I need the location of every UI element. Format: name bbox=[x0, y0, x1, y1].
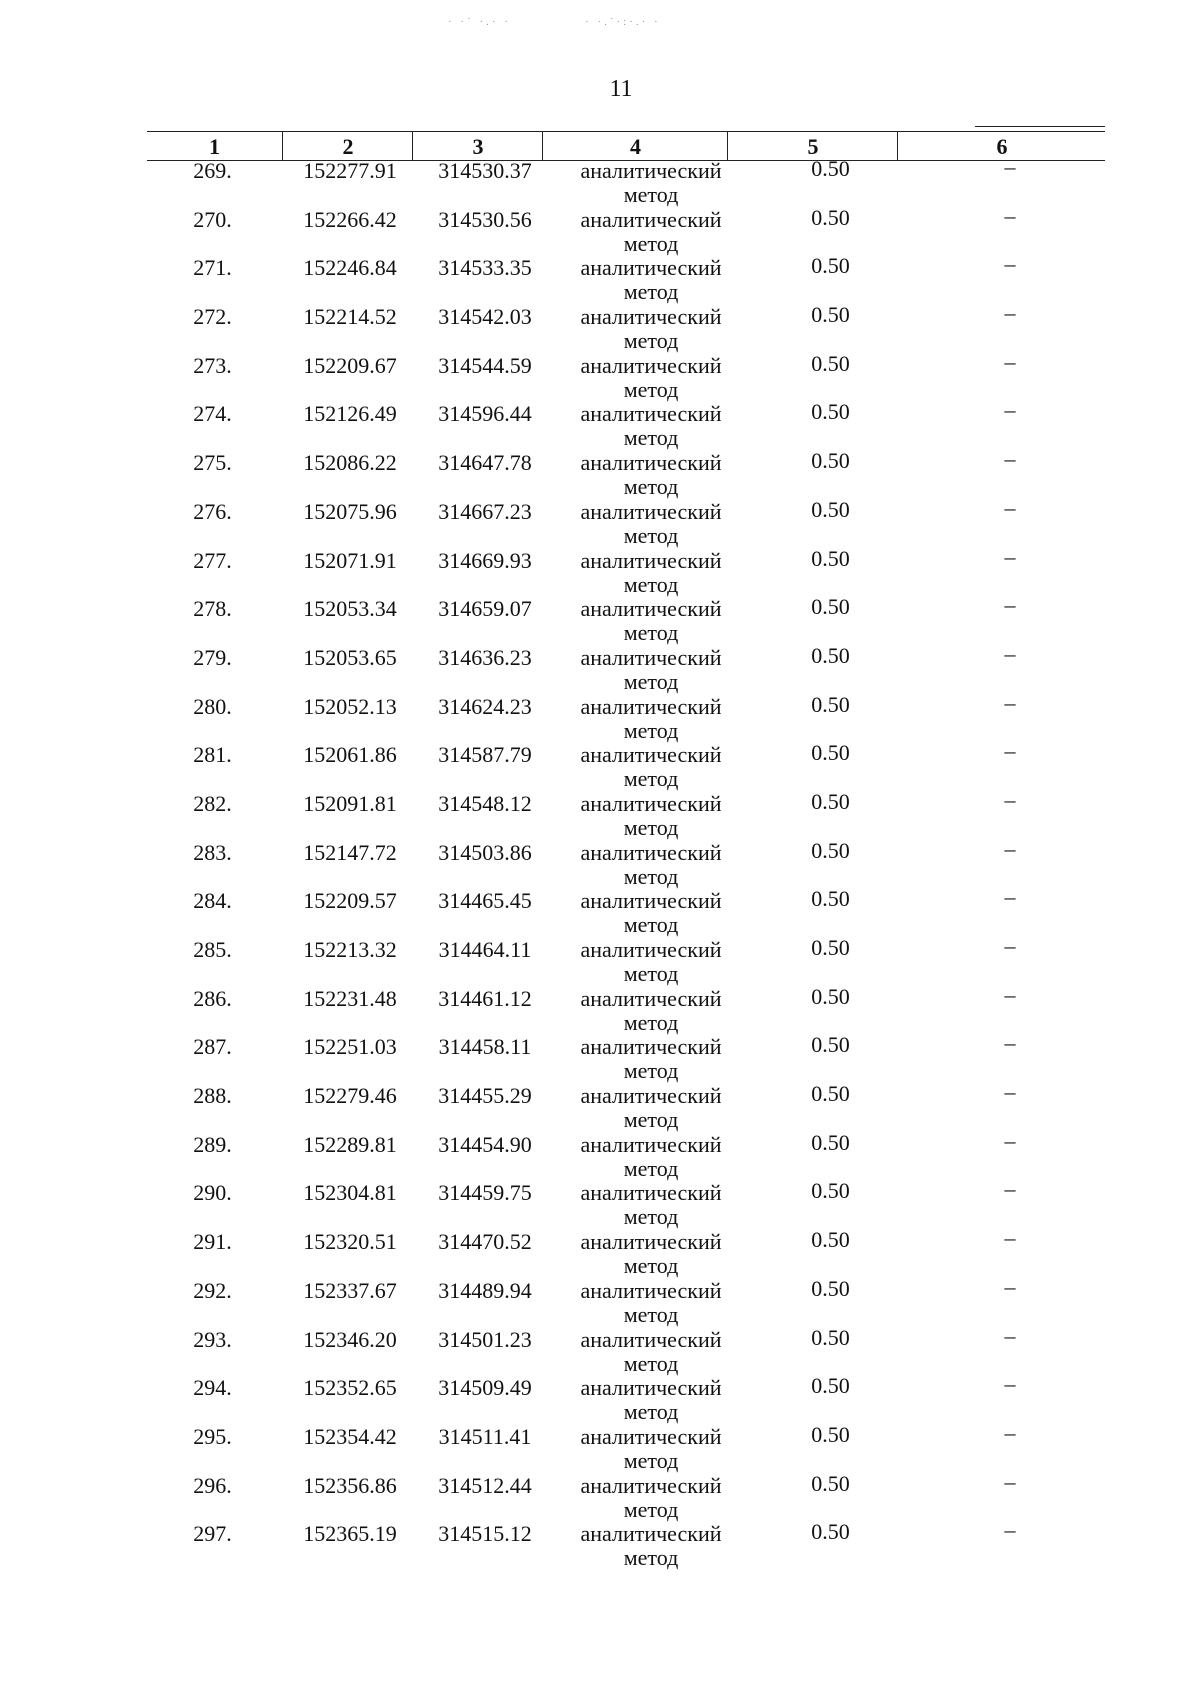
point-number: 281. bbox=[193, 742, 232, 768]
point-number: 272. bbox=[193, 304, 232, 330]
method-line: аналитический bbox=[580, 1375, 722, 1401]
coord-y: 314501.23 bbox=[438, 1326, 532, 1352]
method-cell bbox=[560, 646, 742, 694]
accuracy-value: 0.50 bbox=[811, 1032, 850, 1058]
method-line: метод bbox=[623, 1399, 679, 1425]
method-line: аналитический bbox=[580, 693, 722, 719]
point-number: 283. bbox=[193, 839, 232, 865]
note-dash: – bbox=[1004, 1176, 1016, 1202]
method-cell bbox=[560, 305, 742, 353]
header-col-2: 2 bbox=[282, 132, 413, 160]
point-number: 277. bbox=[193, 547, 232, 573]
method-line: аналитический bbox=[580, 1131, 722, 1157]
accuracy-value: 0.50 bbox=[811, 545, 850, 571]
method-line: метод bbox=[623, 668, 679, 694]
note-dash: – bbox=[1004, 1079, 1016, 1105]
method-line: аналитический bbox=[580, 839, 722, 865]
method-cell bbox=[560, 743, 742, 791]
coord-x: 152147.72 bbox=[303, 839, 397, 865]
coord-y: 314511.41 bbox=[438, 1423, 532, 1449]
coord-y: 314455.29 bbox=[438, 1083, 532, 1109]
method-line: метод bbox=[623, 474, 679, 500]
method-cell bbox=[560, 1522, 742, 1570]
point-number: 270. bbox=[193, 206, 232, 232]
accuracy-value: 0.50 bbox=[811, 691, 850, 717]
method-line: метод bbox=[623, 1107, 679, 1133]
method-line: аналитический bbox=[580, 1034, 722, 1060]
method-line: аналитический bbox=[580, 450, 722, 476]
method-line: метод bbox=[623, 1009, 679, 1035]
method-line: аналитический bbox=[580, 304, 722, 330]
method-line: метод bbox=[623, 620, 679, 646]
method-line: метод bbox=[623, 1496, 679, 1522]
header-col-5: 5 bbox=[727, 132, 898, 160]
note-dash: – bbox=[1004, 1225, 1016, 1251]
method-cell bbox=[560, 1181, 742, 1229]
method-cell bbox=[560, 1425, 742, 1473]
header-col-6: 6 bbox=[897, 132, 1106, 160]
point-number: 285. bbox=[193, 937, 232, 962]
coord-x: 152346.20 bbox=[303, 1326, 397, 1352]
point-number: 286. bbox=[193, 985, 232, 1011]
method-line: метод bbox=[623, 522, 679, 548]
table-row bbox=[0, 592, 1200, 646]
accuracy-value: 0.50 bbox=[811, 837, 850, 863]
table-row bbox=[0, 786, 1200, 840]
method-line: метод bbox=[623, 1350, 679, 1376]
table-row bbox=[0, 1127, 1200, 1181]
coord-y: 314548.12 bbox=[438, 790, 532, 816]
note-dash: – bbox=[1004, 640, 1016, 666]
table-row bbox=[0, 1225, 1200, 1279]
point-number: 296. bbox=[193, 1472, 232, 1498]
method-line: метод bbox=[623, 863, 679, 889]
accuracy-value: 0.50 bbox=[811, 1421, 850, 1447]
coord-x: 152053.34 bbox=[303, 596, 397, 622]
method-cell bbox=[560, 695, 742, 743]
point-number: 279. bbox=[193, 644, 232, 670]
coord-y: 314636.23 bbox=[438, 644, 532, 670]
coord-x: 152209.67 bbox=[303, 352, 397, 378]
note-dash: – bbox=[1004, 689, 1016, 715]
method-line: аналитический bbox=[580, 352, 722, 378]
note-dash: – bbox=[1004, 397, 1016, 423]
point-number: 293. bbox=[193, 1326, 232, 1352]
table-row bbox=[0, 689, 1200, 743]
note-dash: – bbox=[1004, 981, 1016, 1007]
point-number: 269. bbox=[193, 158, 232, 183]
point-number: 292. bbox=[193, 1277, 232, 1303]
method-line: аналитический bbox=[580, 547, 722, 573]
method-cell bbox=[560, 1279, 742, 1327]
note-dash: – bbox=[1004, 1371, 1016, 1397]
accuracy-value: 0.50 bbox=[811, 740, 850, 766]
note-dash: – bbox=[1004, 592, 1016, 618]
coord-x: 152279.46 bbox=[303, 1083, 397, 1109]
scan-artifact: · ·.˙·:·.· · bbox=[585, 16, 661, 28]
note-dash: – bbox=[1004, 1419, 1016, 1445]
coord-x: 152061.86 bbox=[303, 742, 397, 768]
coord-y: 314489.94 bbox=[438, 1277, 532, 1303]
point-number: 284. bbox=[193, 888, 232, 914]
table-row bbox=[0, 397, 1200, 451]
coord-x: 152091.81 bbox=[303, 790, 397, 816]
method-line: метод bbox=[623, 279, 679, 305]
method-cell bbox=[560, 208, 742, 256]
coord-x: 152246.84 bbox=[303, 255, 397, 281]
method-line: аналитический bbox=[580, 1423, 722, 1449]
coord-x: 152075.96 bbox=[303, 498, 397, 524]
coord-y: 314667.23 bbox=[438, 498, 532, 524]
method-line: метод bbox=[623, 814, 679, 840]
note-dash: – bbox=[1004, 1517, 1016, 1543]
accuracy-value: 0.50 bbox=[811, 1373, 850, 1399]
table-row bbox=[0, 1322, 1200, 1376]
method-line: аналитический bbox=[580, 1472, 722, 1498]
note-dash: – bbox=[1004, 202, 1016, 228]
method-line: аналитический bbox=[580, 255, 722, 281]
point-number: 274. bbox=[193, 401, 232, 427]
coord-y: 314624.23 bbox=[438, 693, 532, 719]
method-line: аналитический bbox=[580, 1229, 722, 1255]
point-number: 291. bbox=[193, 1229, 232, 1255]
method-line: метод bbox=[623, 1545, 679, 1571]
table-row bbox=[0, 738, 1200, 792]
accuracy-value: 0.50 bbox=[811, 1275, 850, 1301]
coord-y: 314530.56 bbox=[438, 206, 532, 232]
header-col-3: 3 bbox=[412, 132, 543, 160]
note-dash: – bbox=[1004, 1468, 1016, 1494]
coord-y: 314470.52 bbox=[438, 1229, 532, 1255]
method-line: аналитический bbox=[580, 158, 722, 183]
point-number: 273. bbox=[193, 352, 232, 378]
table-body bbox=[0, 154, 1200, 1571]
coord-x: 152289.81 bbox=[303, 1131, 397, 1157]
point-number: 288. bbox=[193, 1083, 232, 1109]
coord-x: 152352.65 bbox=[303, 1375, 397, 1401]
point-number: 280. bbox=[193, 693, 232, 719]
note-dash: – bbox=[1004, 543, 1016, 569]
coord-y: 314503.86 bbox=[438, 839, 532, 865]
coord-x: 152354.42 bbox=[303, 1423, 397, 1449]
coord-y: 314464.11 bbox=[438, 937, 532, 962]
point-number: 297. bbox=[193, 1521, 232, 1547]
point-number: 282. bbox=[193, 790, 232, 816]
accuracy-value: 0.50 bbox=[811, 983, 850, 1009]
method-cell bbox=[560, 841, 742, 889]
coord-y: 314515.12 bbox=[438, 1521, 532, 1547]
method-line: метод bbox=[623, 1204, 679, 1230]
point-number: 295. bbox=[193, 1423, 232, 1449]
note-dash: – bbox=[1004, 494, 1016, 520]
table-row bbox=[0, 300, 1200, 354]
coord-y: 314647.78 bbox=[438, 450, 532, 476]
method-cell bbox=[560, 597, 742, 645]
method-line: аналитический bbox=[580, 498, 722, 524]
table-row bbox=[0, 1273, 1200, 1327]
accuracy-value: 0.50 bbox=[811, 496, 850, 522]
accuracy-value: 0.50 bbox=[811, 448, 850, 474]
accuracy-value: 0.50 bbox=[811, 1129, 850, 1155]
method-line: метод bbox=[623, 571, 679, 597]
table-row bbox=[0, 884, 1200, 938]
note-dash: – bbox=[1004, 1322, 1016, 1348]
coord-y: 314542.03 bbox=[438, 304, 532, 330]
coord-y: 314530.37 bbox=[438, 158, 532, 183]
table-row bbox=[0, 1176, 1200, 1230]
coord-x: 152213.32 bbox=[303, 937, 397, 962]
method-cell bbox=[560, 159, 742, 207]
note-dash: – bbox=[1004, 154, 1016, 179]
method-line: аналитический bbox=[580, 937, 722, 962]
method-line: аналитический bbox=[580, 888, 722, 914]
table-row bbox=[0, 835, 1200, 889]
method-cell bbox=[560, 1376, 742, 1424]
table-row bbox=[0, 1419, 1200, 1473]
table-row bbox=[0, 543, 1200, 597]
method-line: метод bbox=[623, 1253, 679, 1279]
point-number: 290. bbox=[193, 1180, 232, 1206]
coord-x: 152320.51 bbox=[303, 1229, 397, 1255]
point-number: 294. bbox=[193, 1375, 232, 1401]
coord-x: 152071.91 bbox=[303, 547, 397, 573]
method-line: метод bbox=[623, 1301, 679, 1327]
point-number: 278. bbox=[193, 596, 232, 622]
method-line: аналитический bbox=[580, 1521, 722, 1547]
coord-x: 152231.48 bbox=[303, 985, 397, 1011]
table-row bbox=[0, 251, 1200, 305]
accuracy-value: 0.50 bbox=[811, 1081, 850, 1107]
method-cell bbox=[560, 1328, 742, 1376]
accuracy-value: 0.50 bbox=[811, 156, 850, 181]
accuracy-value: 0.50 bbox=[811, 788, 850, 814]
point-number: 271. bbox=[193, 255, 232, 281]
table-row bbox=[0, 981, 1200, 1035]
accuracy-value: 0.50 bbox=[811, 642, 850, 668]
method-line: метод bbox=[623, 1058, 679, 1084]
coord-y: 314512.44 bbox=[438, 1472, 532, 1498]
method-line: аналитический bbox=[580, 401, 722, 427]
method-cell bbox=[560, 792, 742, 840]
accuracy-value: 0.50 bbox=[811, 302, 850, 328]
method-line: метод bbox=[623, 961, 679, 986]
coord-x: 152266.42 bbox=[303, 206, 397, 232]
method-line: аналитический bbox=[580, 1180, 722, 1206]
coord-y: 314461.12 bbox=[438, 985, 532, 1011]
method-cell bbox=[560, 1133, 742, 1181]
method-line: метод bbox=[623, 912, 679, 938]
accuracy-value: 0.50 bbox=[811, 935, 850, 960]
method-cell bbox=[560, 500, 742, 548]
method-line: метод bbox=[623, 1155, 679, 1181]
point-number: 289. bbox=[193, 1131, 232, 1157]
coord-y: 314509.49 bbox=[438, 1375, 532, 1401]
accuracy-value: 0.50 bbox=[811, 399, 850, 425]
table-row bbox=[0, 202, 1200, 256]
coord-y: 314465.45 bbox=[438, 888, 532, 914]
coord-x: 152052.13 bbox=[303, 693, 397, 719]
method-cell bbox=[560, 549, 742, 597]
coord-x: 152086.22 bbox=[303, 450, 397, 476]
note-dash: – bbox=[1004, 786, 1016, 812]
method-line: аналитический bbox=[580, 1277, 722, 1303]
coord-y: 314533.35 bbox=[438, 255, 532, 281]
method-cell bbox=[560, 402, 742, 450]
method-line: метод bbox=[623, 717, 679, 743]
note-dash: – bbox=[1004, 1273, 1016, 1299]
coord-y: 314459.75 bbox=[438, 1180, 532, 1206]
accuracy-value: 0.50 bbox=[811, 204, 850, 230]
accuracy-value: 0.50 bbox=[811, 1470, 850, 1496]
method-line: аналитический bbox=[580, 206, 722, 232]
coord-y: 314596.44 bbox=[438, 401, 532, 427]
method-cell bbox=[560, 1035, 742, 1083]
method-cell bbox=[560, 938, 742, 986]
coord-x: 152126.49 bbox=[303, 401, 397, 427]
method-line: аналитический bbox=[580, 742, 722, 768]
note-dash: – bbox=[1004, 300, 1016, 326]
method-line: аналитический bbox=[580, 644, 722, 670]
method-line: аналитический bbox=[580, 790, 722, 816]
table-row bbox=[0, 348, 1200, 402]
method-cell bbox=[560, 354, 742, 402]
header-col-1: 1 bbox=[209, 134, 220, 159]
coord-x: 152214.52 bbox=[303, 304, 397, 330]
method-line: метод bbox=[623, 425, 679, 451]
table-row bbox=[0, 1468, 1200, 1522]
coord-x: 152337.67 bbox=[303, 1277, 397, 1303]
header-col-4: 4 bbox=[542, 132, 728, 160]
note-dash: – bbox=[1004, 884, 1016, 910]
coord-x: 152365.19 bbox=[303, 1521, 397, 1547]
note-dash: – bbox=[1004, 446, 1016, 472]
point-number: 287. bbox=[193, 1034, 232, 1060]
coord-x: 152209.57 bbox=[303, 888, 397, 914]
note-dash: – bbox=[1004, 835, 1016, 861]
coord-y: 314544.59 bbox=[438, 352, 532, 378]
method-cell bbox=[560, 987, 742, 1035]
accuracy-value: 0.50 bbox=[811, 1324, 850, 1350]
page-number: 11 bbox=[609, 76, 633, 102]
method-line: аналитический bbox=[580, 985, 722, 1011]
table-row bbox=[0, 1371, 1200, 1425]
table-row bbox=[0, 494, 1200, 548]
method-line: метод bbox=[623, 376, 679, 402]
method-cell bbox=[560, 1084, 742, 1132]
coord-y: 314458.11 bbox=[438, 1034, 532, 1060]
method-line: метод bbox=[623, 328, 679, 354]
note-dash: – bbox=[1004, 1030, 1016, 1056]
table-row bbox=[0, 640, 1200, 694]
method-line: аналитический bbox=[580, 1083, 722, 1109]
table-row bbox=[0, 1079, 1200, 1133]
coord-y: 314669.93 bbox=[438, 547, 532, 573]
method-line: аналитический bbox=[580, 1326, 722, 1352]
method-cell bbox=[560, 451, 742, 499]
accuracy-value: 0.50 bbox=[811, 886, 850, 912]
method-line: метод bbox=[623, 1447, 679, 1473]
coord-y: 314659.07 bbox=[438, 596, 532, 622]
method-line: метод bbox=[623, 182, 679, 207]
coord-x: 152251.03 bbox=[303, 1034, 397, 1060]
scan-artifact: · ·˙ ·.· · bbox=[448, 16, 511, 28]
coord-x: 152356.86 bbox=[303, 1472, 397, 1498]
table-row bbox=[0, 933, 1200, 986]
coord-y: 314454.90 bbox=[438, 1131, 532, 1157]
point-number: 275. bbox=[193, 450, 232, 476]
method-cell bbox=[560, 1230, 742, 1278]
note-dash: – bbox=[1004, 251, 1016, 277]
table-row bbox=[0, 1517, 1200, 1571]
method-line: аналитический bbox=[580, 596, 722, 622]
accuracy-value: 0.50 bbox=[811, 594, 850, 620]
accuracy-value: 0.50 bbox=[811, 1227, 850, 1253]
header-top-rule bbox=[975, 126, 1105, 127]
method-line: метод bbox=[623, 766, 679, 792]
accuracy-value: 0.50 bbox=[811, 350, 850, 376]
method-cell bbox=[560, 1474, 742, 1522]
coord-x: 152053.65 bbox=[303, 644, 397, 670]
coord-x: 152277.91 bbox=[303, 158, 397, 183]
coord-y: 314587.79 bbox=[438, 742, 532, 768]
method-cell bbox=[560, 256, 742, 304]
note-dash: – bbox=[1004, 933, 1016, 958]
table-row bbox=[0, 446, 1200, 500]
point-number: 276. bbox=[193, 498, 232, 524]
table-row bbox=[0, 1030, 1200, 1084]
note-dash: – bbox=[1004, 738, 1016, 764]
table-row bbox=[0, 154, 1200, 207]
coord-x: 152304.81 bbox=[303, 1180, 397, 1206]
note-dash: – bbox=[1004, 1127, 1016, 1153]
accuracy-value: 0.50 bbox=[811, 253, 850, 279]
note-dash: – bbox=[1004, 348, 1016, 374]
accuracy-value: 0.50 bbox=[811, 1519, 850, 1545]
method-cell bbox=[560, 889, 742, 937]
accuracy-value: 0.50 bbox=[811, 1178, 850, 1204]
method-line: метод bbox=[623, 230, 679, 256]
